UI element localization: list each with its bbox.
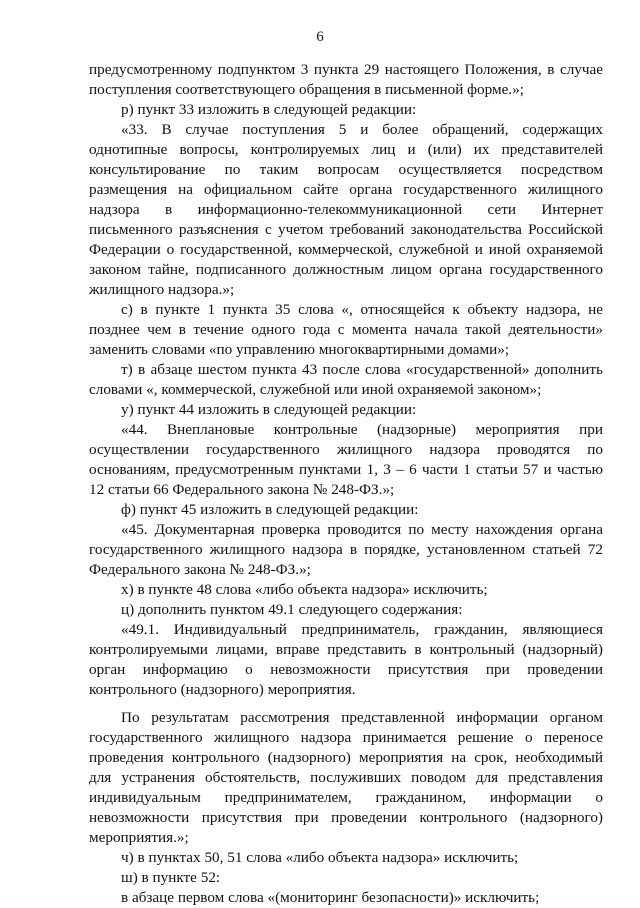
paragraph-item-u: у) пункт 44 изложить в следующей редакции:: [121, 401, 417, 418]
paragraph-first-abzats: в абзаце первом слова «(мониторинг безопасности)» исключить;: [121, 889, 540, 906]
page-number: 6: [316, 29, 324, 45]
paragraph-item-r: р) пункт 33 изложить в следующей редакции:: [121, 101, 417, 118]
paragraph-item-f: ф) пункт 45 изложить в следующей редакции:: [121, 501, 419, 518]
paragraph-item-t: т) в абзаце шестом пункта 43 после слова «государственной» дополнить словами «, коммерческой, служебной или иной охраняемой законом»;: [89, 361, 603, 398]
paragraph-item-kh: х) в пункте 48 слова «либо объекта надзора» исключить;: [121, 581, 488, 598]
paragraph-point-49-1: «49.1. Индивидуальный предприниматель, гражданин, являющиеся контролируемыми лицами, вправе представить в контрольный (надзорный) орган информацию о невозможности присутствия при проведении контрольного (надзорного) мероприятия.: [89, 621, 603, 698]
paragraph-item-ch: ч) в пунктах 50, 51 слова «либо объекта надзора» исключить;: [121, 849, 519, 866]
paragraph-point-45: «45. Документарная проверка проводится по месту нахождения органа государственного жилищного надзора в порядке, установленном статьей 72 Федерального закона № 248-ФЗ.»;: [89, 521, 603, 578]
paragraph-item-ts: ц) дополнить пунктом 49.1 следующего содержания:: [121, 601, 463, 618]
paragraph-item-sh: ш) в пункте 52:: [121, 869, 221, 886]
paragraph-point-44: «44. Внеплановые контрольные (надзорные) мероприятия при осуществлении государственного жилищного надзора проводятся по основаниям, предусмотренным пунктами 1, 3 – 6 части 1 статьи 57 и частью 12 статьи 66 Федерального закона № 248-ФЗ.»;: [89, 421, 603, 498]
document-body: [89, 60, 603, 908]
paragraph-point-49-1-continued: По результатам рассмотрения представленной информации органом государственного жилищного надзора принимается решение о переносе проведения контрольного (надзорного) мероприятия на срок, необходимый для устранения обстоятельств, послуживших поводом для представления индивидуальным предпринимателем, гражданином, информации о невозможности присутствия при проведении контрольного (надзорного) мероприятия.»;: [89, 709, 603, 846]
paragraph-point-33: «33. В случае поступления 5 и более обращений, содержащих однотипные вопросы, контролируемых лиц и (или) их представителей консультирование по таким вопросам осуществляется посредством размещения на официальном сайте органа государственного жилищного надзора в информационно-телекоммуникационной сети Интернет письменного разъяснения с учетом требований законодательства Российской Федерации о государственной, коммерческой, служебной и иной охраняемой законом тайне, подписанного должностным лицом органа государственного жилищного надзора.»;: [89, 121, 603, 298]
paragraph-item-s: с) в пункте 1 пункта 35 слова «, относящейся к объекту надзора, не позднее чем в течение одного года с момента начала такой деятельности» заменить словами «по управлению многоквартирными домами»;: [89, 301, 603, 358]
paragraph-continuation: предусмотренному подпунктом 3 пункта 29 настоящего Положения, в случае поступления соответствующего обращения в письменной форме.»;: [89, 61, 603, 98]
